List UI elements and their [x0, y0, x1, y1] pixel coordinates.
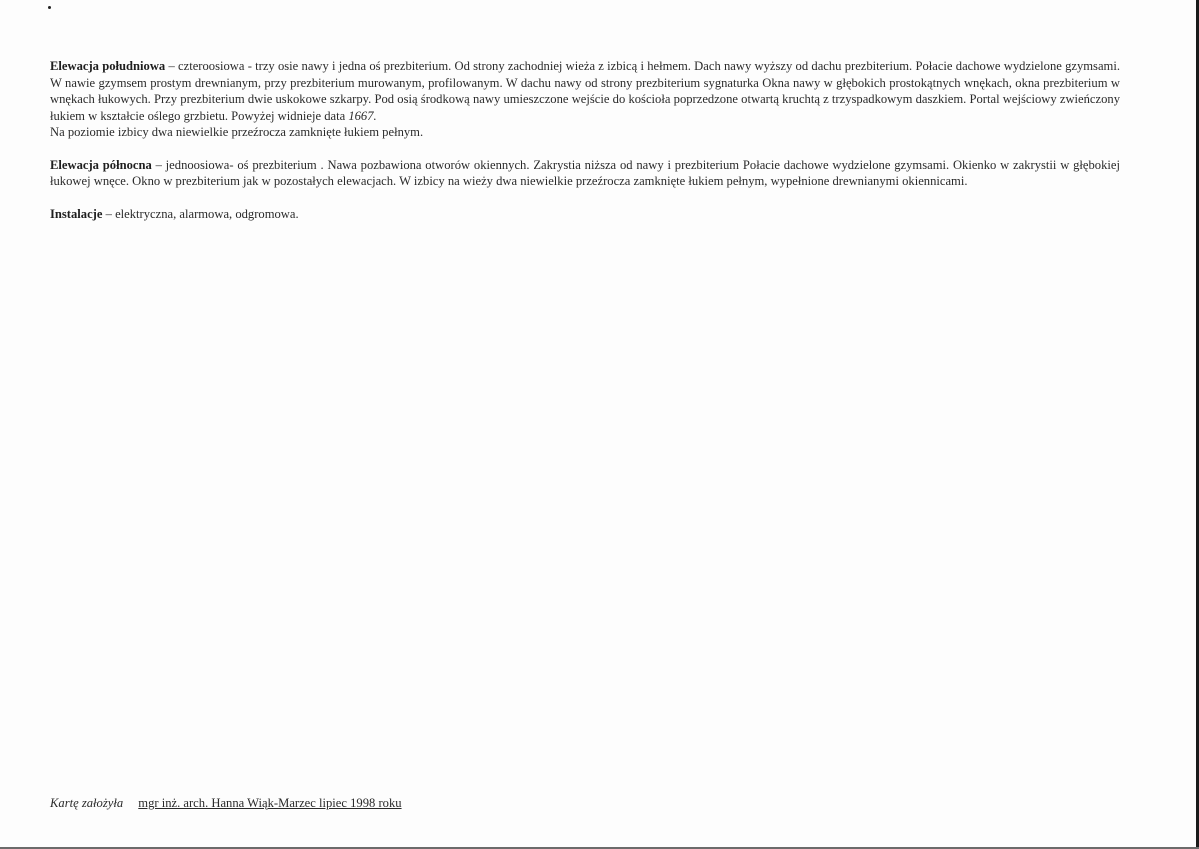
inscription-date: 1667.	[348, 108, 377, 123]
author-signature: mgr inż. arch. Hanna Wiąk-Marzec lipiec 1998 roku	[138, 796, 402, 810]
section-north-elevation	[50, 157, 1120, 190]
scan-speck	[48, 6, 51, 9]
section-text: – czteroosiowa - trzy osie nawy i jedna oś prezbiterium. Od strony zachodniej wieża z izbicą i hełmem. Dach nawy wyższy od dachu prezbiterium. Połacie dachowe wydzielone gzymsami. W nawie gzymsem prostym drewnianym, przy prezbiterium murowanym, profilowanym. W dachu nawy od strony prezbiterium sygnaturka Okna nawy w głębokich prostokątnych wnękach, okna prezbiterium w wnękach łukowych. Przy prezbiterium dwie uskokowe szkarpy. Pod osią środkową nawy umieszczone wejście do kościoła poprzedzone otwartą kruchtą z trzyspadkowym daszkiem. Portal wejściowy zwieńczony łukiem w kształcie oślego grzbietu. Powyżej widnieje data	[50, 59, 1120, 123]
document-body	[50, 58, 1120, 238]
section-heading: Instalacje	[50, 206, 103, 221]
section-text: – jednoosiowa- oś prezbiterium . Nawa pozbawiona otworów okiennych. Zakrystia niższa od nawy i prezbiterium Połacie dachowe wydzielone gzymsami. Okienko w zakrystii w głębokiej łukowej wnęce. Okno w prezbiterium jak w pozostałych elewacjach. W izbicy na wieży dwa niewielkie przeźrocza zamknięte łukiem pełnym, wypełnione drewnianymi okiennicami.	[50, 157, 1120, 188]
card-author-footer	[50, 795, 402, 811]
section-installations	[50, 206, 1120, 223]
section-heading: Elewacja północna	[50, 157, 152, 172]
section-south-elevation	[50, 58, 1120, 141]
footer-lead: Kartę założyła	[50, 796, 124, 810]
section-text: – elektryczna, alarmowa, odgromowa.	[102, 206, 299, 221]
section-text-continued: Na poziomie izbicy dwa niewielkie przeźrocza zamknięte łukiem pełnym.	[50, 125, 424, 139]
section-heading: Elewacja południowa	[50, 59, 166, 73]
